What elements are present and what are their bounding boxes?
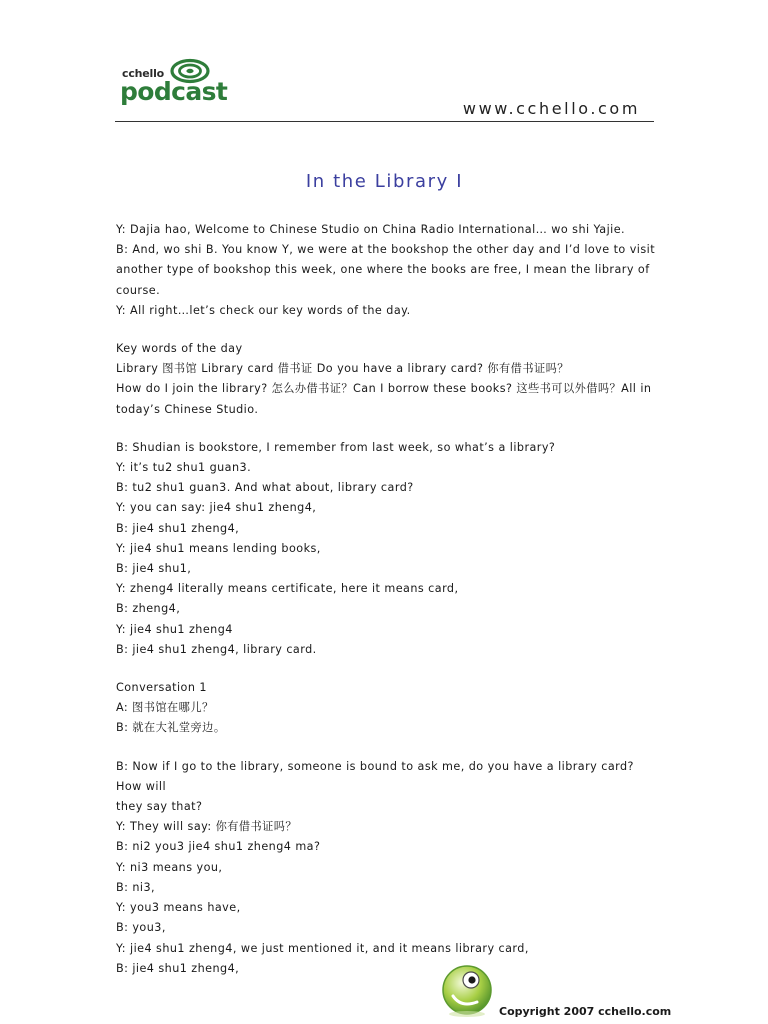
transcript-line: Y: you3 means have, — [116, 901, 241, 915]
transcript-line: Y: All right…let’s check our key words of the day. — [116, 303, 411, 317]
transcript-line: Y: jie4 shu1 zheng4, we just mentioned it, and it means library card, — [116, 941, 529, 955]
transcript — [116, 220, 661, 979]
transcript-line: course. — [116, 283, 161, 297]
transcript-line: A: 图书馆在哪儿？ — [116, 701, 214, 715]
transcript-line: B: ni2 you3 jie4 shu1 zheng4 ma? — [116, 840, 321, 854]
transcript-line: Y: jie4 shu1 zheng4 — [116, 622, 233, 636]
page-title: In the Library I — [305, 171, 464, 192]
transcript-line: B: 就在大礼堂旁边。 — [116, 721, 226, 735]
transcript-line: B: jie4 shu1 zheng4, — [116, 521, 240, 535]
transcript-line: How do I join the library? 怎么办借书证？Can I borrow these books? 这些书可以外借吗？All in — [116, 382, 652, 396]
transcript-line: B: Now if I go to the library, someone is bound to ask me, do you have a library card? How will — [116, 759, 634, 793]
site-url: www.cchello.com — [462, 99, 640, 118]
cchello-podcast-logo — [120, 58, 230, 110]
transcript-line: B: you3, — [116, 921, 166, 935]
copyright-text: Copyright 2007 cchello.com — [499, 1005, 672, 1018]
logo-small-text: cchello — [122, 67, 165, 80]
transcript-line: they say that? — [116, 800, 203, 814]
transcript-line: B: jie4 shu1, — [116, 562, 192, 576]
transcript-line: B: Shudian is bookstore, I remember from last week, so what’s a library? — [116, 440, 556, 454]
transcript-line: B: jie4 shu1 zheng4, — [116, 961, 240, 975]
section-heading-conversation-1: Conversation 1 — [116, 681, 207, 695]
transcript-line: B: And, wo shi B. You know Y, we were at the bookshop the other day and I’d love to visit — [116, 243, 656, 257]
transcript-line: Library 图书馆 Library card 借书证 Do you have a library card? 你有借书证吗？ — [116, 362, 569, 376]
transcript-line: Y: it’s tu2 shu1 guan3. — [116, 461, 252, 475]
transcript-line: B: tu2 shu1 guan3. And what about, library card? — [116, 481, 414, 495]
transcript-line: Y: you can say: jie4 shu1 zheng4, — [116, 501, 317, 515]
transcript-line: B: ni3, — [116, 880, 156, 894]
transcript-line: Y: zheng4 literally means certificate, here it means card, — [116, 582, 459, 596]
header-divider — [115, 121, 654, 122]
transcript-line: B: zheng4, — [116, 602, 181, 616]
transcript-line: another type of bookshop this week, one where the books are free, I mean the library of — [116, 263, 650, 277]
transcript-line: B: jie4 shu1 zheng4, library card. — [116, 642, 317, 656]
transcript-line: Y: jie4 shu1 means lending books, — [116, 541, 321, 555]
logo-podcast-text: podcast — [120, 77, 228, 106]
transcript-line: Y: ni3 means you, — [116, 860, 223, 874]
transcript-line: Y: Dajia hao, Welcome to Chinese Studio on China Radio International… wo shi Yajie. — [116, 223, 626, 236]
transcript-line: today’s Chinese Studio. — [116, 402, 259, 416]
transcript-line: Y: They will say: 你有借书证吗？ — [116, 820, 298, 834]
section-heading-key-words: Key words of the day — [116, 342, 243, 356]
cchello-footer-logo-icon — [439, 962, 495, 1022]
